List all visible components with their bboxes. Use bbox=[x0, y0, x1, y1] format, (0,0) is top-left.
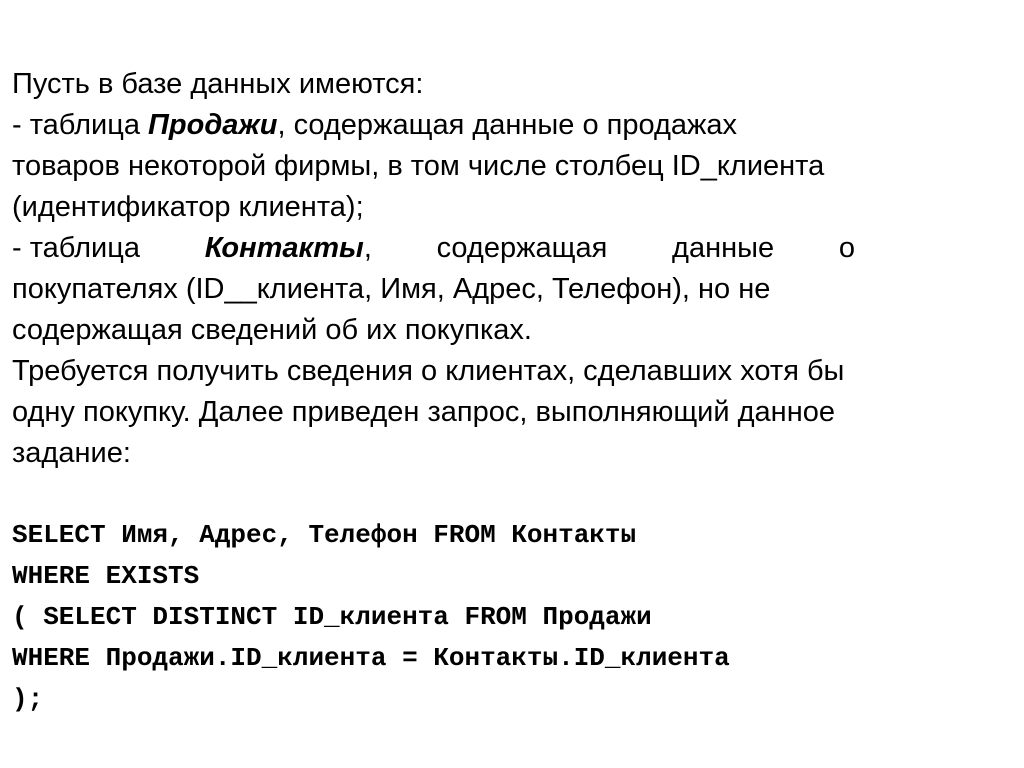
task-line-1: Требуется получить сведения о клиентах, сделавших хотя бы bbox=[12, 355, 845, 387]
item-contacts-line-1 bbox=[12, 228, 855, 269]
item-contacts-line-2: покупателях (ID__клиента, Имя, Адрес, Телефон), но не bbox=[12, 273, 771, 305]
table-name-sales: Продажи bbox=[148, 109, 278, 141]
sql-query bbox=[12, 515, 1012, 720]
sql-line-3: ( SELECT DISTINCT ID_клиента FROM Продажи bbox=[12, 602, 652, 632]
sql-line-5: ); bbox=[12, 684, 44, 714]
item-contacts-line-3: содержащая сведений об их покупках. bbox=[12, 314, 532, 346]
item-sales-prefix: - таблица bbox=[12, 109, 149, 141]
item-sales-line-2: товаров некоторой фирмы, в том числе столбец ID_клиента bbox=[12, 150, 825, 182]
item-sales-line-3: (идентификатор клиента); bbox=[12, 191, 364, 223]
task-description bbox=[12, 64, 1012, 474]
task-line-3: задание: bbox=[12, 437, 131, 469]
item-contacts-word-3: о bbox=[838, 232, 855, 264]
intro-line: Пусть в базе данных имеются: bbox=[12, 68, 424, 100]
table-name-contacts: Контакты bbox=[204, 232, 364, 264]
item-sales-rest: , содержащая данные о продажах bbox=[277, 109, 738, 141]
item-contacts-prefix: - таблица bbox=[12, 232, 140, 264]
sql-line-2: WHERE EXISTS bbox=[12, 561, 200, 591]
sql-line-1: SELECT Имя, Адрес, Телефон FROM Контакты bbox=[12, 520, 637, 550]
sql-line-4: WHERE Продажи.ID_клиента = Контакты.ID_клиента bbox=[12, 643, 730, 673]
slide-content bbox=[12, 64, 1012, 720]
item-sales-line-1 bbox=[12, 105, 1012, 146]
item-contacts-comma: , bbox=[363, 232, 372, 264]
item-contacts-word-1: содержащая bbox=[436, 232, 608, 264]
item-contacts-word-2: данные bbox=[672, 232, 775, 264]
table-name-contacts-group bbox=[205, 228, 372, 269]
task-line-2: одну покупку. Далее приведен запрос, выполняющий данное bbox=[12, 396, 835, 428]
